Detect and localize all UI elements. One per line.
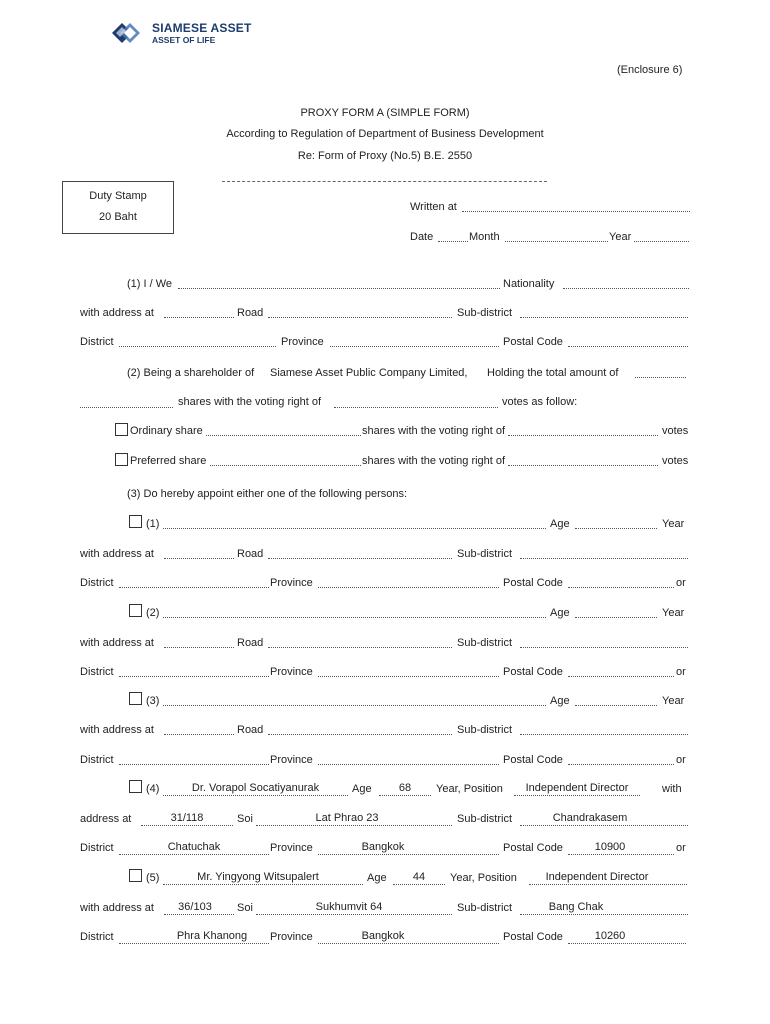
proxy-4-subdistrict[interactable]: Chandrakasem: [552, 812, 628, 824]
title-divider: [222, 181, 547, 182]
proxy-4-position[interactable]: Independent Director: [525, 782, 629, 794]
proxy-4-soi-line: [256, 825, 452, 826]
year-field[interactable]: [634, 241, 689, 242]
stamp-label: Duty Stamp: [89, 190, 147, 202]
proxy-5-soi-label: Soi: [237, 902, 253, 914]
i-we-label: (1) I / We: [127, 278, 173, 290]
proxy-2-address-label: with address at: [80, 637, 154, 649]
proxy-3-year-label: Year: [662, 695, 685, 707]
nationality-field[interactable]: [563, 288, 689, 289]
proxy-2-subdistrict-label: Sub-district: [457, 637, 513, 649]
proxy-5-province-label: Province: [270, 931, 313, 943]
form-title: PROXY FORM A (SIMPLE FORM): [300, 107, 470, 119]
preferred-votes-field[interactable]: [508, 465, 658, 466]
proxy-2-subdistrict-field[interactable]: [520, 647, 688, 648]
proxy-1-district-label: District: [80, 577, 114, 589]
proxy-1-postal-field[interactable]: [568, 587, 674, 588]
address-label: with address at: [80, 307, 154, 319]
proxy-1-checkbox[interactable]: [129, 515, 142, 528]
proxy-5-soi-line: [256, 914, 452, 915]
proxy-5-number: (5): [146, 872, 160, 884]
proxy-3-road-field[interactable]: [268, 734, 452, 735]
proxy-5-position-label: Year, Position: [450, 872, 517, 884]
proxy-3-province-field[interactable]: [318, 764, 499, 765]
appoint-intro: (3) Do hereby appoint either one of the following persons:: [127, 488, 408, 500]
proxy-2-road-label: Road: [237, 637, 264, 649]
proxy-4-province-label: Province: [270, 842, 313, 854]
nationality-label: Nationality: [503, 278, 555, 290]
proxy-4-age-label: Age: [352, 783, 372, 795]
form-subtitle: According to Regulation of Department of Business Development: [226, 128, 544, 140]
proxy-1-age-label: Age: [550, 518, 570, 530]
proxy-1-address-field[interactable]: [164, 558, 234, 559]
written-at-field[interactable]: [462, 211, 690, 212]
logo-mark-icon: [104, 18, 146, 48]
written-at-label: Written at: [410, 201, 457, 213]
proxy-2-road-field[interactable]: [268, 647, 452, 648]
proxy-4-or: or: [676, 842, 686, 854]
road-field[interactable]: [268, 317, 452, 318]
proxy-5-address-label: with address at: [80, 902, 154, 914]
proxy-4-position-line: [514, 795, 640, 796]
year-label: Year: [609, 231, 632, 243]
proxy-4-age[interactable]: 68: [398, 782, 412, 794]
province-field[interactable]: [330, 346, 499, 347]
proxy-4-district-label: District: [80, 842, 114, 854]
subdistrict-field[interactable]: [520, 317, 688, 318]
proxy-4-age-line: [379, 795, 431, 796]
proxy-1-number: (1): [146, 518, 160, 530]
proxy-4-number: (4): [146, 783, 160, 795]
preferred-voting-label: shares with the voting right of: [362, 455, 506, 467]
proxy-3-or: or: [676, 754, 686, 766]
proxy-4-soi-label: Soi: [237, 813, 253, 825]
proxy-3-address-field[interactable]: [164, 734, 234, 735]
proxy-4-with-label: with: [662, 783, 682, 795]
proxy-1-name-field[interactable]: [163, 528, 546, 529]
proxy-2-province-field[interactable]: [318, 676, 499, 677]
proxy-5-address-line: [164, 914, 234, 915]
proxy-2-district-field[interactable]: [119, 676, 269, 677]
proxy-2-year-label: Year: [662, 607, 685, 619]
proxy-3-district-field[interactable]: [119, 764, 269, 765]
province-label: Province: [281, 336, 324, 348]
proxy-2-address-field[interactable]: [164, 647, 234, 648]
proxy-1-year-label: Year: [662, 518, 685, 530]
proxy-1-district-field[interactable]: [119, 587, 269, 588]
logo-company-name: SIAMESE ASSET: [152, 21, 252, 35]
enclosure-label: (Enclosure 6): [617, 64, 683, 76]
proxy-3-subdistrict-label: Sub-district: [457, 724, 513, 736]
district-field[interactable]: [119, 346, 276, 347]
preferred-shares-field[interactable]: [210, 465, 361, 466]
proxy-2-province-label: Province: [270, 666, 313, 678]
proxy-5-name-line: [163, 884, 363, 885]
proxy-4-name[interactable]: Dr. Vorapol Socatiyanurak: [191, 782, 320, 794]
proxy-2-district-label: District: [80, 666, 114, 678]
date-label: Date: [410, 231, 434, 243]
proxy-3-road-label: Road: [237, 724, 264, 736]
duty-stamp-box: [62, 181, 174, 234]
shares-with-label: shares with the voting right of: [178, 396, 322, 408]
proxy-3-age-field[interactable]: [575, 705, 657, 706]
proxy-1-or: or: [676, 577, 686, 589]
proxy-5-position[interactable]: Independent Director: [545, 871, 649, 883]
company-logo: [104, 18, 254, 48]
proxy-4-district[interactable]: Chatuchak: [167, 841, 221, 853]
proxy-4-address-label: address at: [80, 813, 132, 825]
proxy-2-postal-field[interactable]: [568, 676, 674, 677]
proxy-5-age-label: Age: [367, 872, 387, 884]
stamp-amount: 20 Baht: [99, 211, 137, 223]
ordinary-votes-label: votes: [662, 425, 689, 437]
preferred-share-label: Preferred share: [130, 455, 207, 467]
date-field[interactable]: [438, 241, 468, 242]
proxy-5-name[interactable]: Mr. Yingyong Witsupalert: [197, 871, 319, 883]
proxy-5-postal-line: [568, 943, 686, 944]
proxy-5-province[interactable]: Bangkok: [361, 930, 405, 942]
proxy-4-subdistrict-line: [520, 825, 688, 826]
proxy-1-address-label: with address at: [80, 548, 154, 560]
proxy-3-subdistrict-field[interactable]: [520, 734, 688, 735]
logo-tagline: ASSET OF LIFE: [152, 35, 216, 45]
proxy-5-age-line: [393, 884, 445, 885]
proxy-1-subdistrict-label: Sub-district: [457, 548, 513, 560]
shareholder-prefix: (2) Being a shareholder of: [127, 367, 255, 379]
proxy-3-province-label: Province: [270, 754, 313, 766]
ordinary-votes-field[interactable]: [508, 435, 658, 436]
proxy-5-soi[interactable]: Sukhumvit 64: [315, 901, 383, 913]
total-votes-field[interactable]: [334, 407, 498, 408]
proxy-1-road-label: Road: [237, 548, 264, 560]
proxy-4-position-label: Year, Position: [436, 783, 503, 795]
proxy-4-subdistrict-label: Sub-district: [457, 813, 513, 825]
ordinary-share-label: Ordinary share: [130, 425, 203, 437]
proxy-4-postal-label: Postal Code: [503, 842, 563, 854]
proxy-1-subdistrict-field[interactable]: [520, 558, 688, 559]
shareholder-name-field[interactable]: [178, 288, 500, 289]
postal-label: Postal Code: [503, 336, 563, 348]
district-label: District: [80, 336, 114, 348]
preferred-votes-label: votes: [662, 455, 689, 467]
proxy-5-district-label: District: [80, 931, 114, 943]
proxy-5-district-line: [119, 943, 269, 944]
proxy-2-name-field[interactable]: [163, 617, 546, 618]
proxy-3-postal-field[interactable]: [568, 764, 674, 765]
form-reference: Re: Form of Proxy (No.5) B.E. 2550: [297, 150, 473, 162]
proxy-5-postal[interactable]: 10260: [594, 930, 626, 942]
proxy-4-province[interactable]: Bangkok: [361, 841, 405, 853]
proxy-5-subdistrict-line: [520, 914, 688, 915]
proxy-5-checkbox[interactable]: [129, 869, 142, 882]
proxy-4-address-line: [141, 825, 233, 826]
proxy-5-district[interactable]: Phra Khanong: [176, 930, 248, 942]
proxy-5-age[interactable]: 44: [412, 871, 426, 883]
address-field[interactable]: [164, 317, 234, 318]
proxy-5-address[interactable]: 36/103: [178, 901, 212, 913]
proxy-4-postal-line: [568, 854, 674, 855]
proxy-2-postal-label: Postal Code: [503, 666, 563, 678]
postal-field[interactable]: [568, 346, 688, 347]
proxy-3-postal-label: Postal Code: [503, 754, 563, 766]
proxy-5-position-line: [529, 884, 687, 885]
proxy-5-province-line: [318, 943, 499, 944]
company-name: Siamese Asset Public Company Limited,: [270, 367, 468, 379]
proxy-2-or: or: [676, 666, 686, 678]
proxy-5-subdistrict-label: Sub-district: [457, 902, 513, 914]
proxy-1-age-field[interactable]: [575, 528, 657, 529]
proxy-4-postal[interactable]: 10900: [594, 841, 626, 853]
preferred-share-checkbox[interactable]: [115, 453, 128, 466]
proxy-2-age-field[interactable]: [575, 617, 657, 618]
proxy-3-address-label: with address at: [80, 724, 154, 736]
proxy-1-road-field[interactable]: [268, 558, 452, 559]
proxy-2-age-label: Age: [550, 607, 570, 619]
shares-count-field[interactable]: [80, 407, 173, 408]
proxy-3-district-label: District: [80, 754, 114, 766]
proxy-4-soi[interactable]: Lat Phrao 23: [315, 812, 379, 824]
month-label: Month: [469, 231, 500, 243]
proxy-3-number: (3): [146, 695, 160, 707]
proxy-2-number: (2): [146, 607, 160, 619]
proxy-3-name-field[interactable]: [163, 705, 546, 706]
proxy-3-age-label: Age: [550, 695, 570, 707]
ordinary-share-checkbox[interactable]: [115, 423, 128, 436]
proxy-4-address[interactable]: 31/118: [170, 812, 204, 824]
holding-label: Holding the total amount of: [487, 367, 619, 379]
ordinary-voting-label: shares with the voting right of: [362, 425, 506, 437]
subdistrict-label: Sub-district: [457, 307, 513, 319]
proxy-3-checkbox[interactable]: [129, 692, 142, 705]
proxy-2-checkbox[interactable]: [129, 604, 142, 617]
total-shares-field[interactable]: [635, 377, 686, 378]
proxy-4-checkbox[interactable]: [129, 780, 142, 793]
ordinary-shares-field[interactable]: [206, 435, 361, 436]
proxy-4-district-line: [119, 854, 269, 855]
proxy-1-province-label: Province: [270, 577, 313, 589]
proxy-4-province-line: [318, 854, 499, 855]
proxy-1-province-field[interactable]: [318, 587, 499, 588]
proxy-4-name-line: [163, 795, 348, 796]
proxy-1-postal-label: Postal Code: [503, 577, 563, 589]
proxy-5-subdistrict[interactable]: Bang Chak: [548, 901, 604, 913]
proxy-5-postal-label: Postal Code: [503, 931, 563, 943]
road-label: Road: [237, 307, 264, 319]
month-field[interactable]: [505, 241, 608, 242]
votes-follow-label: votes as follow:: [502, 396, 578, 408]
